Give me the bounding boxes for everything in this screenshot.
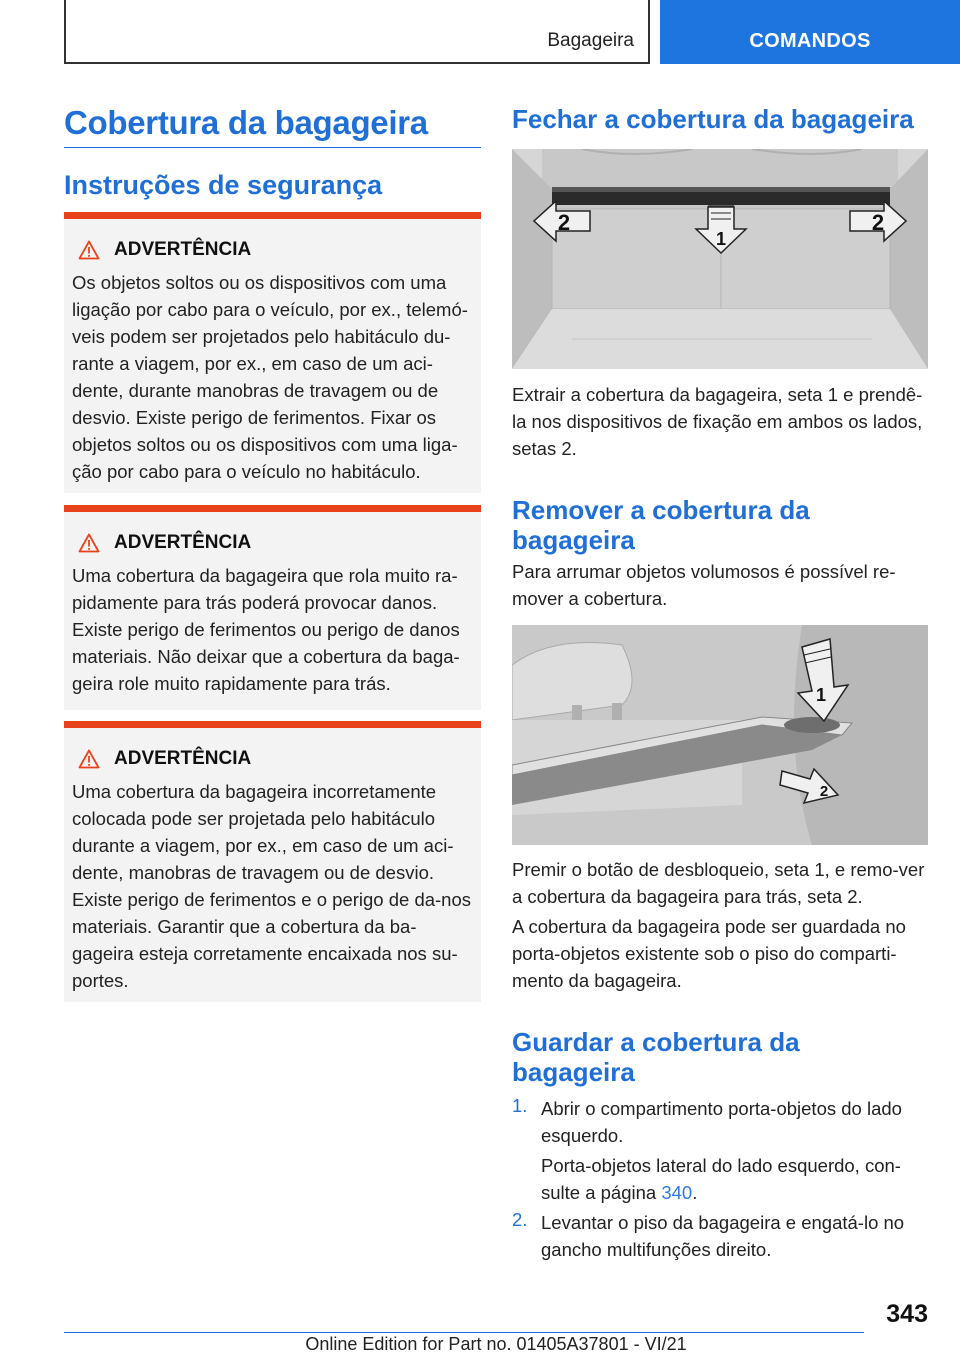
step-text-1: Abrir o compartimento porta-objetos do lado esquerdo.: [541, 1098, 902, 1146]
warning-box-2: [64, 505, 481, 710]
remove-instructions: Premir o botão de desbloqueio, seta 1, e remo-ver a cobertura da bagageira para trás, seta 2.: [512, 859, 925, 907]
warning-text: Uma cobertura da bagageira incorretamente colocada pode ser projetada pelo habitáculo durante a viagem, por ex., em caso de um aci-dente, manobras de travagem ou de desvio. Existe perigo de ferimentos e o perigo de da-nos materiais. Garantir que a cobertura da ba-gageira esteja corretamente encaixada nos su-portes.: [72, 781, 472, 991]
page-title: Cobertura da bagageira: [64, 104, 428, 141]
warning-box-1: [64, 212, 481, 493]
warning-triangle-icon: [78, 749, 100, 769]
warning-text: Os objetos soltos ou os dispositivos com uma ligação por cabo para o veículo, por ex., telemó-veis podem ser projetados pelo habitáculo du-rante a viagem, por ex., em caso de um aci-dente, durante manobras de travagem ou de desvio. Existe perigo de ferimentos. Fixar os objetos soltos ou os dispositivos com uma liga-ção por cabo para o veículo no habitáculo.: [72, 272, 468, 482]
step-number-1: 1.: [512, 1095, 528, 1116]
header-chapter-tab[interactable]: [660, 0, 960, 64]
arrow-label-1: 1: [815, 685, 827, 705]
warning-text: Uma cobertura da bagageira que rola muito ra-pidamente para trás poderá provocar danos. Existe perigo de ferimentos ou perigo de danos materiais. Não deixar que a cobertura da baga-geira role muito rapidamente para trás.: [72, 565, 460, 694]
page-reference-link[interactable]: 340: [661, 1182, 693, 1203]
cover-storage-note: A cobertura da bagageira pode ser guardada no porta-objetos existente sob o piso do comparti-mento da bagageira.: [512, 916, 906, 991]
cargo-cover-remove-figure: [512, 625, 928, 845]
step-subtext-1-end: .: [692, 1182, 698, 1203]
close-heading: Fechar a cobertura da bagageira: [512, 104, 914, 134]
title-divider: [64, 147, 481, 148]
remove-intro: Para arrumar objetos volumosos é possível re-mover a cobertura.: [512, 561, 896, 609]
header-section-box: [64, 0, 650, 64]
arrow-label-2: 2: [819, 783, 829, 800]
footer-edition: Online Edition for Part no. 01405A37801 - VI/21: [305, 1334, 687, 1354]
store-heading: Guardar a cobertura da bagageira: [512, 1027, 800, 1087]
warning-label: ADVERTÊNCIA: [114, 748, 252, 769]
safety-heading: Instruções de segurança: [64, 170, 383, 200]
warning-label: ADVERTÊNCIA: [114, 532, 252, 553]
page-number: 343: [886, 1300, 928, 1328]
warning-box-3: [64, 721, 481, 1002]
step-text-2: Levantar o piso da bagageira e engatá-lo no gancho multifunções direito.: [541, 1212, 905, 1260]
arrow-label-2-right: 2: [871, 210, 885, 235]
footer-divider: [64, 1332, 864, 1333]
step-subtext-1: [541, 1152, 928, 1206]
warning-triangle-icon: [78, 533, 100, 553]
arrow-label-1: 1: [715, 229, 727, 249]
cargo-cover-close-figure: [512, 149, 928, 369]
warning-triangle-icon: [78, 240, 100, 260]
remove-heading: Remover a cobertura da bagageira: [512, 495, 810, 555]
step-subtext-1-body: Porta-objetos lateral do lado esquerdo, con-sulte a página: [541, 1155, 901, 1203]
arrow-label-2-left: 2: [557, 210, 571, 235]
close-instructions: Extrair a cobertura da bagageira, seta 1 e prendê-la nos dispositivos de fixação em ambos os lados, setas 2.: [512, 384, 923, 459]
warning-label: ADVERTÊNCIA: [114, 239, 252, 260]
header-chapter-label: COMANDOS: [749, 30, 871, 52]
step-number-2: 2.: [512, 1209, 528, 1230]
header-section-label: Bagageira: [547, 30, 634, 51]
